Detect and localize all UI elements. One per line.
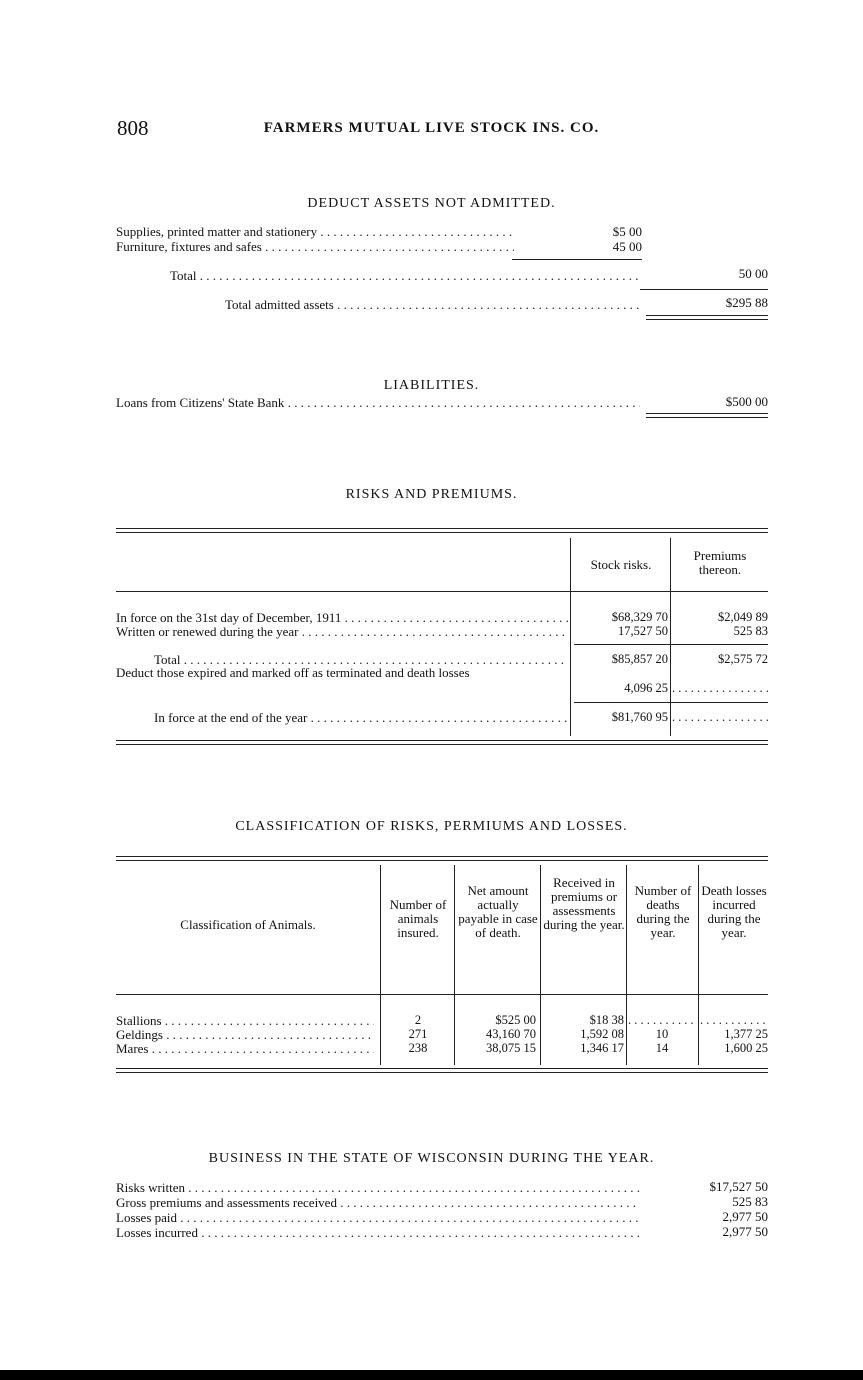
- business-row-amount: 525 83: [732, 1194, 768, 1209]
- class-row-name: Geldings . . .: [116, 1027, 374, 1043]
- class-row-number: 271: [408, 1027, 428, 1041]
- class-row-name: Stallions . . .: [116, 1013, 374, 1029]
- stock-risks-header: Stock risks.: [590, 557, 652, 572]
- deduct-item-label: Supplies, printed matter and stationery . . .: [116, 224, 514, 240]
- class-row-received: 1,592 08: [580, 1027, 624, 1041]
- column-divider: [698, 865, 699, 1065]
- risk-row-label: Written or renewed during the year . . .: [116, 624, 568, 640]
- class-row-losses: 1,600 25: [724, 1041, 768, 1055]
- risk-row-label: In force at the end of the year . . .: [154, 710, 568, 726]
- risk-row-stock: 4,096 25: [624, 681, 668, 695]
- risk-row-label: Total . . .: [154, 652, 568, 668]
- class-row-name: Mares . . .: [116, 1041, 374, 1057]
- class-row-net: $525 00: [495, 1013, 536, 1027]
- class-row-losses-leader: [700, 1013, 768, 1028]
- class-row-received: 1,346 17: [580, 1041, 624, 1055]
- class-header-animals: Classification of Animals.: [180, 917, 316, 932]
- liabilities-title: LIABILITIES.: [383, 378, 480, 393]
- column-divider: [380, 865, 381, 1065]
- class-header-received: Received in premiums or assessments during the year.: [543, 875, 625, 932]
- risk-row-label: In force on the 31st day of December, 1911 . . .: [116, 610, 568, 626]
- liability-label: Loans from Citizens' State Bank . . .: [116, 395, 640, 411]
- class-header-number: Number of animals insured.: [389, 897, 447, 940]
- business-row-amount: $17,527 50: [709, 1179, 768, 1194]
- class-row-deaths: 14: [655, 1041, 669, 1055]
- class-header-deaths: Number of deaths during the year.: [634, 883, 692, 940]
- deduct-item-amount: 45 00: [612, 239, 642, 254]
- class-row-net: 43,160 70: [486, 1027, 536, 1041]
- scan-border: [0, 1370, 863, 1380]
- liability-amount: $500 00: [725, 394, 768, 409]
- admitted-assets-amount: $295 88: [725, 295, 768, 310]
- subtotal-rule: [574, 644, 768, 645]
- business-row-label: Risks written . . .: [116, 1180, 640, 1196]
- column-divider: [540, 865, 541, 1065]
- double-rule: [646, 413, 768, 418]
- admitted-assets-label: Total admitted assets . . .: [225, 297, 640, 313]
- business-row-amount: 2,977 50: [722, 1224, 768, 1239]
- deduct-item-label: Furniture, fixtures and safes . . .: [116, 239, 514, 255]
- deduct-total-label: Total . . .: [170, 268, 640, 284]
- class-row-net: 38,075 15: [486, 1041, 536, 1055]
- risk-row-premium: $2,049 89: [718, 610, 768, 624]
- table-bottom-rule: [116, 740, 768, 745]
- risk-row-stock: $81,760 95: [611, 710, 668, 724]
- column-divider: [626, 865, 627, 1065]
- risk-row-premium: $2,575 72: [718, 652, 768, 666]
- page-number: 808: [117, 116, 149, 140]
- premiums-header: Premiums thereon.: [693, 548, 747, 577]
- deduct-expired-text: Deduct those expired and marked off as terminated and death losses: [116, 666, 470, 680]
- business-row-amount: 2,977 50: [722, 1209, 768, 1224]
- business-row-label: Losses paid . . .: [116, 1210, 640, 1226]
- header-rule: [116, 591, 768, 592]
- business-title: BUSINESS IN THE STATE OF WISCONSIN DURING THE YEAR.: [208, 1151, 655, 1166]
- class-header-net: Net amount actually payable in case of death.: [458, 883, 538, 940]
- risk-row-stock: 17,527 50: [618, 624, 668, 638]
- risk-row-label: [116, 666, 570, 680]
- deduct-total-amount: 50 00: [738, 266, 768, 281]
- class-row-number: 238: [408, 1041, 428, 1055]
- class-row-deaths-leader: [628, 1013, 696, 1028]
- table-top-rule: [116, 856, 768, 861]
- risk-row-premium: 525 83: [733, 624, 768, 638]
- class-row-number: 2: [414, 1013, 422, 1027]
- deduct-item-amount: $5 00: [612, 224, 642, 239]
- deduct-assets-title: DEDUCT ASSETS NOT ADMITTED.: [307, 196, 556, 211]
- class-row-losses: 1,377 25: [724, 1027, 768, 1041]
- risk-row-stock: $68,329 70: [611, 610, 668, 624]
- double-rule: [646, 315, 768, 320]
- column-divider: [570, 538, 571, 736]
- total-rule: [640, 289, 768, 290]
- subtotal-rule: [574, 702, 768, 703]
- column-divider: [670, 538, 671, 736]
- header-rule: [116, 994, 768, 995]
- class-header-losses: Death losses incurred during the year.: [701, 883, 767, 940]
- subtotal-rule: [512, 259, 642, 260]
- business-row-label: Losses incurred . . .: [116, 1225, 640, 1241]
- table-bottom-rule: [116, 1068, 768, 1073]
- business-row-label: Gross premiums and assessments received . . .: [116, 1195, 640, 1211]
- risk-row-premium-leader: [672, 681, 768, 696]
- running-title: FARMERS MUTUAL LIVE STOCK INS. CO.: [263, 120, 600, 136]
- column-divider: [454, 865, 455, 1065]
- risks-title: RISKS AND PREMIUMS.: [345, 487, 518, 502]
- risk-row-premium-leader: [672, 710, 768, 725]
- class-row-deaths: 10: [655, 1027, 669, 1041]
- classification-title: CLASSIFICATION OF RISKS, PERMIUMS AND LOSSES.: [235, 819, 628, 834]
- class-row-received: $18 38: [589, 1013, 624, 1027]
- risk-row-stock: $85,857 20: [611, 652, 668, 666]
- table-top-rule: [116, 528, 768, 533]
